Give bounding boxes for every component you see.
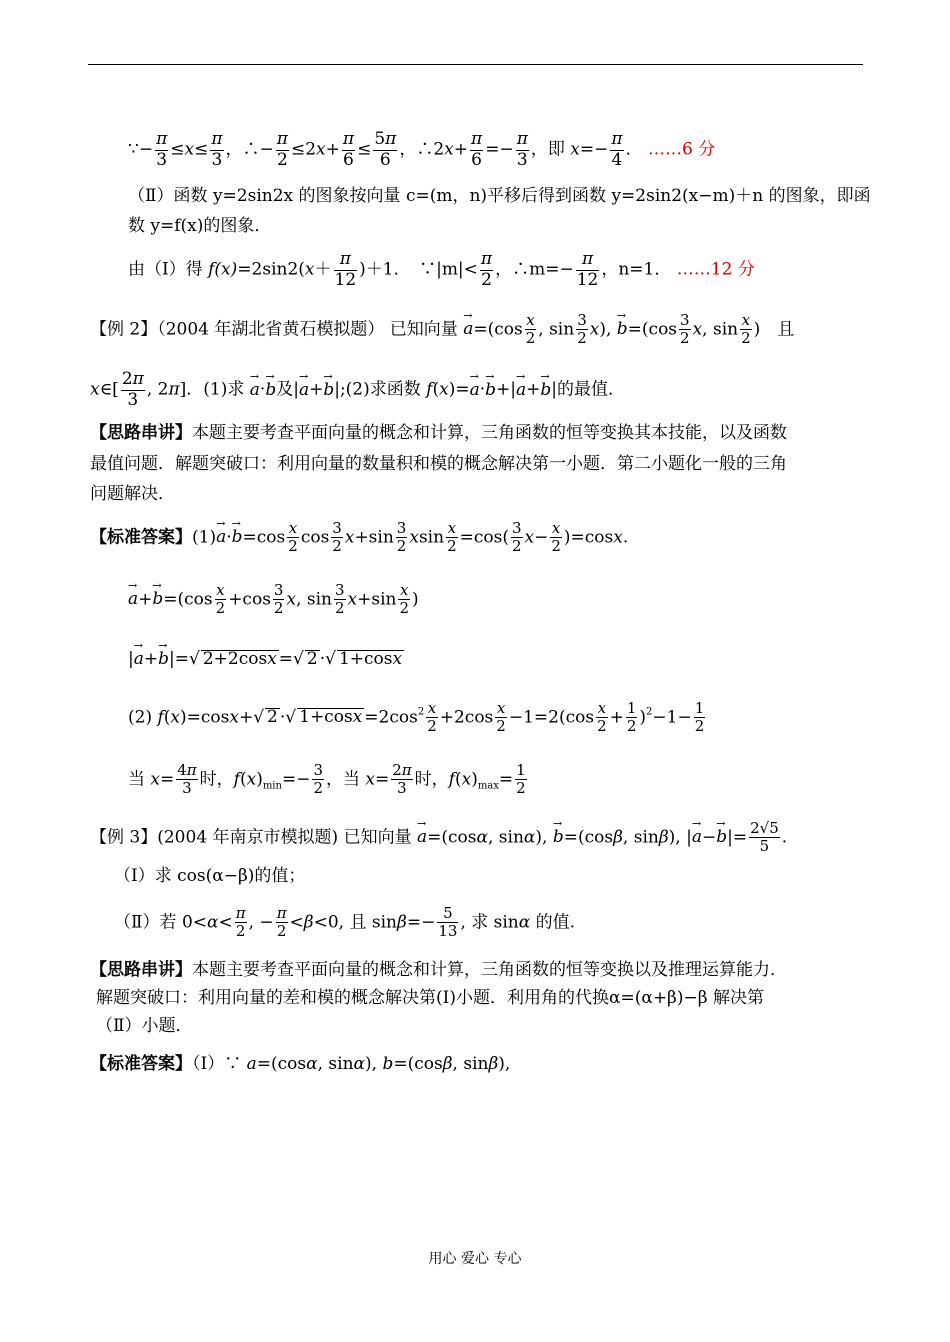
example-3-stem: 【例 3】(2004 年南京市模拟题) 已知向量 → a=(cosα, sinα), → b=(cosβ, sinβ), |→ a−→ b|= $\frac{2√5}{5}$ . (90, 820, 787, 856)
example-2-stem: 【例 2】（2004 年湖北省黄石模拟题） 已知向量 → a=(cos $\frac{x}{2}$ , sin $\frac{3}{2}$ x), → b=(cos $\frac{3}{2}$ x, sin $\frac{x}{2}$ ) 且 (90, 312, 794, 348)
part2-line2: 数 y=f(x)的图象． (128, 216, 272, 236)
page-footer: 用心 爱心 专心 (428, 1251, 522, 1267)
example-2-answer-2: → a+→ b=(cos $\frac{x}{2}$ +cos $\frac{3}{2}$ x, sin $\frac{3}{2}$ x+sin $\frac{x}{2}$ ) (128, 582, 419, 618)
example-2-think-1: 【思路串讲】本题主要考查平面向量的概念和计算，三角函数的恒等变换其本技能，以及函数 (90, 423, 787, 443)
example-3-q1: （Ⅰ）求 cos(α−β)的值； (114, 866, 306, 886)
example-2-answer-4: (2) f(x)=cosx+√ 2 ·√ $1+\cos x =2\cos^2$ $\frac{x}{2}$ +2cos $\frac{x}{2}$ −1=2(cos $\frac{x}{2}$ + $\frac{1}{2}$ )$^2$−1− $\frac{1}{2}$ (128, 699, 705, 736)
example-2-stem-2: x∈[ $\frac{2\pi}{3}$ , 2π]．(1)求 → a·→ b及|→ a+→ b|;(2)求函数 f(x)=→ a·→ b+|→ a+→ b|的最值． (90, 370, 625, 410)
example-3-think-1: 【思路串讲】本题主要考查平面向量的概念和计算，三角函数的恒等变换以及推理运算能力． (90, 960, 787, 980)
header-rule (88, 64, 863, 65)
example-3-answer-1: 【标准答案】（Ⅰ）∵ a=(cosα, sinα), b=(cosβ, sinβ), (90, 1054, 511, 1074)
example-2-think-3: 问题解决． (90, 484, 175, 504)
example-2-tag: 【例 2】 (90, 319, 158, 340)
example-2-answer-1: 【标准答案】(1)→ a·→ b=cos $\frac{x}{2}$ cos $\frac{3}{2}$ x+sin $\frac{3}{2}$ xsin $\frac{x}{2}$ =cos( $\frac{3}{2}$ x− $\frac{x}{2}$ )=cosx. (90, 520, 628, 556)
example-2-source: （2004 年湖北省黄石模拟题） (157, 319, 385, 340)
part2-line3: 由（Ⅰ）得 f(x)=2sin2(x＋ $\frac{\pi}{12}$ )＋1． ∵|m|< $\frac{\pi}{2}$ ，∴m=− $\frac{\pi}{12}$ ，n=1． ……12 分 (128, 249, 755, 290)
example-3-think-3: （Ⅱ）小题． (96, 1016, 193, 1036)
example-2-answer-5: 当 x= $\frac{4\pi}{3}$ 时，$f(x)_{min}=-$ $\frac{3}{2}$ ，当 x= $\frac{2\pi}{3}$ 时，$f(x)_{max}=$ $\frac{1}{2}$ (128, 761, 526, 798)
example-2-answer-3: |→ a+→ b|=√ 2+2cosx =√ 2 ·√ 1+cosx (128, 650, 404, 668)
example-3-source: (2004 年南京市模拟题) (157, 827, 339, 848)
example-3-tag: 【例 3】 (90, 827, 158, 848)
part2-line1: （Ⅱ）函数 y=2sin2x 的图象按向量 c=(m，n)平移后得到函数 y=2sin2(x−m)＋n 的图象，即函 (128, 186, 871, 206)
fraction: $\frac{\pi}{3}$ (156, 129, 168, 170)
example-3-q2: （Ⅱ）若 0<α< $\frac{\pi}{2}$ , − $\frac{\pi}{2}$ <β<0, 且 sinβ=− $\frac{5}{13}$ , 求 sinα 的值. (114, 904, 576, 941)
example-3-think-2: 解题突破口：利用向量的差和模的概念解决第(Ⅰ)小题．利用角的代换α=(α+β)−β 解决第 (96, 988, 764, 1008)
score-12: ……12 分 (676, 259, 755, 280)
example-2-think-2: 最值问题．解题突破口：利用向量的数量积和模的概念解决第一小题．第二小题化一般的三角 (90, 454, 787, 474)
score-6: ……6 分 (647, 139, 716, 160)
line-1: ∵− $\frac{\pi}{3}$ ≤x≤ $\frac{\pi}{3}$ ，∴− $\frac{\pi}{2}$ ≤2x+ $\frac{\pi}{6}$ ≤ $\frac{5\pi}{6}$ ，∴2x+ $\frac{\pi}{6}$ =− $\frac{\pi}{3}$ ，即 x=− $\frac{\pi}{4}$ ． ……6 分 (128, 129, 716, 170)
